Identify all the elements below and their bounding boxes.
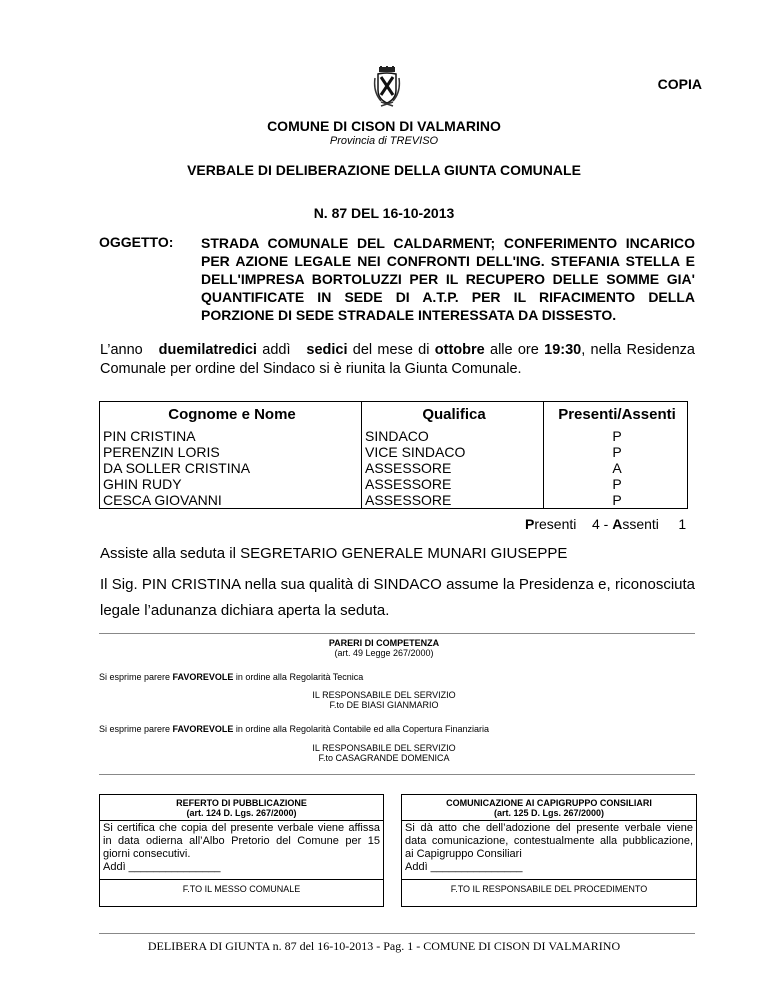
member-status: P — [544, 444, 688, 460]
page-footer: DELIBERA DI GIUNTA n. 87 del 16-10-2013 - Pag. 1 - COMUNE DI CISON DI VALMARINO — [147, 939, 621, 953]
member-name: DA SOLLER CRISTINA — [100, 460, 362, 476]
publication-report-title: REFERTO DI PUBBLICAZIONE — [176, 798, 307, 808]
present-initial: P — [525, 516, 535, 532]
accounting-opinion — [99, 724, 489, 734]
opinion-text: Si esprime parere — [99, 724, 171, 734]
member-name: GHIN RUDY — [100, 476, 362, 492]
notice-date: Addì _______________ — [405, 861, 523, 873]
session-month: ottobre — [434, 342, 485, 358]
opinion-value: FAVOREVOLE — [172, 724, 234, 734]
column-header-attendance: Presenti/Assenti — [544, 402, 688, 429]
present-count: 4 — [591, 516, 600, 532]
member-role: ASSESSORE — [362, 476, 544, 492]
summary-separator: - — [599, 516, 613, 532]
session-text: , nella Residenza Comunale per ordine del Sindaco si è riunita la Giunta Comunale. — [100, 342, 695, 377]
present-label: resenti — [534, 516, 577, 532]
province-name: Provincia di TREVISO — [329, 135, 439, 147]
column-header-role: Qualifica — [362, 402, 544, 429]
publication-report-text: Si certifica che copia del presente verbale viene affissa in data odierna all’Albo Pretorio del Comune per 15 giorni consecutivi. — [103, 822, 380, 860]
group-leaders-notice-box — [401, 794, 697, 907]
absent-count: 1 — [678, 516, 687, 532]
absent-label: ssenti — [622, 516, 659, 532]
member-name: CESCA GIOVANNI — [100, 492, 362, 509]
absent-initial: A — [612, 516, 623, 532]
box-divider — [100, 879, 383, 880]
session-day: sedici — [306, 342, 348, 358]
opinions-subtitle: (art. 49 Legge 267/2000) — [334, 648, 434, 658]
opinion-text: in ordine alla Regolarità Tecnica — [235, 672, 364, 682]
table-row — [100, 492, 688, 509]
session-year: duemilatredici — [158, 342, 257, 358]
session-text: alle ore — [490, 342, 539, 358]
session-time: 19:30 — [544, 342, 582, 358]
technical-responsible-title: IL RESPONSABILE DEL SERVIZIO — [312, 690, 456, 700]
member-status: A — [544, 460, 688, 476]
box-divider — [402, 879, 696, 880]
subject-label: OGGETTO: — [99, 234, 174, 250]
publication-report-subtitle: (art. 124 D. Lgs. 267/2000) — [186, 808, 297, 818]
technical-signature: F.to DE BIASI GIANMARIO — [329, 700, 439, 710]
divider — [99, 774, 695, 775]
publication-report-signature: F.TO IL MESSO COMUNALE — [182, 884, 301, 894]
table-header-row — [100, 402, 688, 429]
divider — [99, 633, 695, 634]
member-status: P — [544, 428, 688, 444]
session-paragraph — [100, 341, 695, 379]
table-row — [100, 444, 688, 460]
publication-report-body — [100, 820, 383, 874]
member-name: PIN CRISTINA — [100, 428, 362, 444]
notice-signature: F.TO IL RESPONSABILE DEL PROCEDIMENTO — [450, 884, 648, 894]
member-role: ASSESSORE — [362, 460, 544, 476]
attendance-summary — [525, 516, 686, 532]
accounting-signature: F.to CASAGRANDE DOMENICA — [318, 753, 450, 763]
accounting-responsible-title: IL RESPONSABILE DEL SERVIZIO — [312, 743, 456, 753]
notice-subtitle: (art. 125 D. Lgs. 267/2000) — [493, 808, 605, 818]
publication-report-date: Addì _______________ — [103, 861, 221, 873]
member-role: VICE SINDACO — [362, 444, 544, 460]
publication-report-box — [99, 794, 384, 907]
presidency-paragraph: Il Sig. PIN CRISTINA nella sua qualità di SINDACO assume la Presidenza e, riconosciuta legale l’adunanza dichiara aperta la seduta. — [100, 576, 695, 619]
member-role: ASSESSORE — [362, 492, 544, 509]
document-title: VERBALE DI DELIBERAZIONE DELLA GIUNTA COMUNALE — [187, 162, 581, 178]
opinion-text: Si esprime parere — [99, 672, 171, 682]
member-status: P — [544, 492, 688, 509]
divider — [99, 933, 695, 934]
notice-title: COMUNICAZIONE AI CAPIGRUPPO CONSILIARI — [446, 798, 652, 808]
table-row — [100, 460, 688, 476]
municipal-crest-icon — [372, 66, 402, 110]
column-header-name: Cognome e Nome — [100, 402, 362, 429]
attendance-table — [99, 401, 688, 509]
session-text: addì — [262, 342, 291, 358]
opinion-value: FAVOREVOLE — [172, 672, 234, 682]
opinion-text: in ordine alla Regolarità Contabile ed alla Copertura Finanziaria — [235, 724, 490, 734]
notice-body — [402, 820, 696, 874]
table-row — [100, 428, 688, 444]
session-text: L’anno — [100, 342, 143, 358]
notice-text: Si dà atto che dell’adozione del presente verbale viene data comunicazione, contestualmente alla pubblicazione, ai Capigruppo Consiliari — [405, 822, 693, 860]
table-row — [100, 476, 688, 492]
secretary-line: Assiste alla seduta il SEGRETARIO GENERALE MUNARI GIUSEPPE — [100, 545, 568, 562]
copy-label: COPIA — [657, 76, 702, 92]
member-name: PERENZIN LORIS — [100, 444, 362, 460]
member-role: SINDACO — [362, 428, 544, 444]
municipality-name: COMUNE DI CISON DI VALMARINO — [267, 118, 501, 134]
member-status: P — [544, 476, 688, 492]
opinions-title: PARERI DI COMPETENZA — [328, 638, 440, 648]
session-text: del mese di — [352, 342, 430, 358]
technical-opinion — [99, 672, 363, 682]
subject-text: STRADA COMUNALE DEL CALDARMENT; CONFERIMENTO INCARICO PER AZIONE LEGALE NEI CONFRONTI DELL'ING. STEFANIA STELLA E DELL'IMPRESA BORTOLUZZI PER IL RECUPERO DELLE SOMME GIA' QUANTIFICATE IN SEDE DI A.T.P. PER IL RIFACIMENTO DELLA PORZIONE DI SEDE STRADALE INTERESSATA DA DISSESTO. — [201, 235, 695, 323]
deliberation-number: N. 87 DEL 16-10-2013 — [313, 205, 455, 221]
